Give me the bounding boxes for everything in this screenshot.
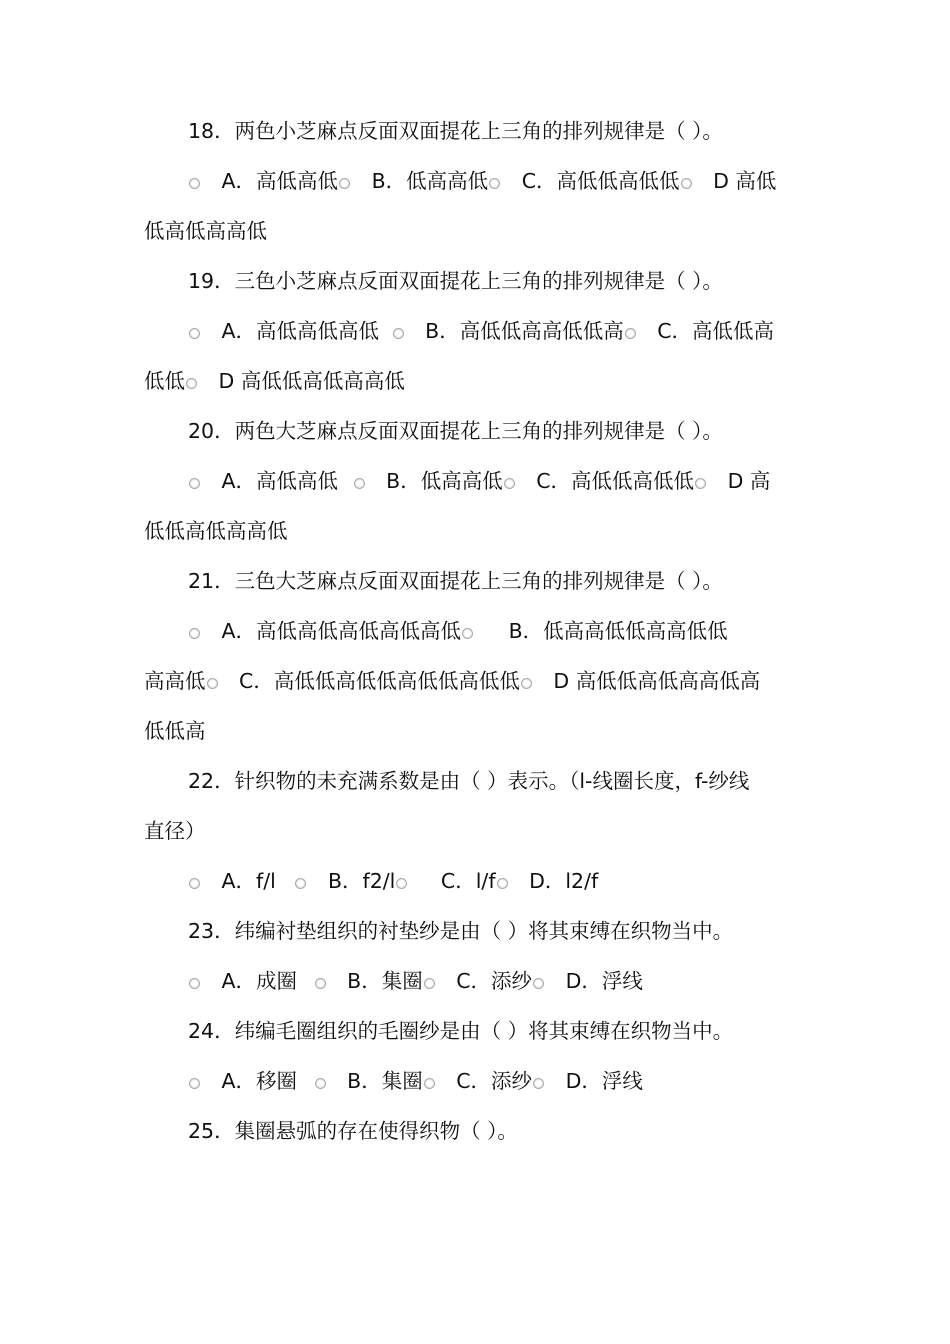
radio-24d-icon[interactable] — [533, 1078, 544, 1089]
question-21-options-continued — [144, 656, 814, 706]
option-21d: D 高低低高低高高低高 — [553, 669, 761, 693]
option-20a: A．高低高低 — [221, 469, 339, 493]
radio-19a-icon[interactable] — [189, 328, 200, 339]
option-23b: B．集圈 — [347, 969, 423, 993]
option-24b: B．集圈 — [347, 1069, 423, 1093]
question-24: 24．纬编毛圈组织的毛圈纱是由（ ）将其束缚在织物当中。 — [188, 1019, 734, 1043]
radio-20d-icon[interactable] — [695, 478, 706, 489]
question-22: 22．针织物的未充满系数是由（ ）表示。（l-线圈长度，f-纱线 — [188, 769, 750, 793]
option-23c: C．添纱 — [456, 969, 533, 993]
radio-23a-icon[interactable] — [189, 978, 200, 989]
question-19: 19．三色小芝麻点反面双面提花上三角的排列规律是（ ）。 — [188, 269, 723, 293]
radio-24c-icon[interactable] — [424, 1078, 435, 1089]
radio-19d-icon[interactable] — [186, 378, 197, 389]
option-20d-continued: 低低高低高高低 — [144, 519, 288, 543]
option-21d-continued: 低低高 — [144, 719, 206, 743]
option-18c: C．高低低高低低 — [521, 169, 680, 193]
option-19c-continued: 低低 — [144, 369, 185, 393]
option-21a: A．高低高低高低高低高低 — [221, 619, 462, 643]
question-23-options — [188, 956, 814, 1006]
radio-20a-icon[interactable] — [189, 478, 200, 489]
question-24-options — [188, 1056, 814, 1106]
option-22a: A．f/l — [221, 869, 276, 893]
question-18-options — [188, 156, 814, 206]
question-25: 25．集圈悬弧的存在使得织物（ ）。 — [188, 1119, 518, 1143]
radio-20c-icon[interactable] — [504, 478, 515, 489]
question-19-options-continued — [144, 356, 814, 406]
option-21b: B．低高高低低高高低低 — [508, 619, 728, 643]
radio-22a-icon[interactable] — [189, 878, 200, 889]
option-19a: A．高低高低高低 — [221, 319, 380, 343]
question-20: 20．两色大芝麻点反面双面提花上三角的排列规律是（ ）。 — [188, 419, 723, 443]
question-22-continued: 直径） — [144, 819, 206, 843]
option-18b: B．低高高低 — [371, 169, 489, 193]
option-19c: C．高低低高 — [657, 319, 775, 343]
question-23: 23．纬编衬垫组织的衬垫纱是由（ ）将其束缚在织物当中。 — [188, 919, 734, 943]
option-23d: D．浮线 — [565, 969, 643, 993]
option-24d: D．浮线 — [565, 1069, 643, 1093]
option-19b: B．高低低高高低低高 — [425, 319, 624, 343]
question-18: 18．两色小芝麻点反面双面提花上三角的排列规律是（ ）。 — [188, 119, 723, 143]
radio-24a-icon[interactable] — [189, 1078, 200, 1089]
option-19d: D 高低低高低高高低 — [218, 369, 405, 393]
option-20c: C．高低低高低低 — [536, 469, 695, 493]
radio-23b-icon[interactable] — [315, 978, 326, 989]
option-18d-continued: 低高低高高低 — [144, 219, 267, 243]
radio-18a-icon[interactable] — [189, 178, 200, 189]
option-22d: D．l2/f — [529, 869, 599, 893]
radio-19c-icon[interactable] — [625, 328, 636, 339]
radio-22d-icon[interactable] — [497, 878, 508, 889]
radio-21c-icon[interactable] — [207, 678, 218, 689]
option-20b: B．低高高低 — [386, 469, 503, 493]
option-21b-continued: 高高低 — [144, 669, 206, 693]
question-22-options — [188, 856, 814, 906]
option-24a: A．移圈 — [221, 1069, 298, 1093]
question-19-options — [188, 306, 814, 356]
question-20-options — [188, 456, 814, 506]
radio-22b-icon[interactable] — [295, 878, 306, 889]
radio-21a-icon[interactable] — [189, 628, 200, 639]
option-20d: D 高 — [727, 469, 771, 493]
radio-20b-icon[interactable] — [354, 478, 365, 489]
radio-23d-icon[interactable] — [533, 978, 544, 989]
option-22b: B．f2/l — [327, 869, 396, 893]
question-21: 21．三色大芝麻点反面双面提花上三角的排列规律是（ ）。 — [188, 569, 723, 593]
radio-18b-icon[interactable] — [339, 178, 350, 189]
radio-21b-icon[interactable] — [462, 628, 473, 639]
question-21-options — [188, 606, 814, 656]
option-18a: A．高低高低 — [221, 169, 339, 193]
radio-18d-icon[interactable] — [681, 178, 692, 189]
radio-19b-icon[interactable] — [393, 328, 404, 339]
radio-21d-icon[interactable] — [521, 678, 532, 689]
radio-18c-icon[interactable] — [489, 178, 500, 189]
radio-24b-icon[interactable] — [315, 1078, 326, 1089]
radio-22c-icon[interactable] — [396, 878, 407, 889]
option-18d: D 高低 — [713, 169, 777, 193]
radio-23c-icon[interactable] — [424, 978, 435, 989]
option-22c: C．l/f — [440, 869, 496, 893]
option-21c: C．高低低高低低高低低高低低 — [239, 669, 520, 693]
option-23a: A．成圈 — [221, 969, 298, 993]
option-24c: C．添纱 — [456, 1069, 533, 1093]
